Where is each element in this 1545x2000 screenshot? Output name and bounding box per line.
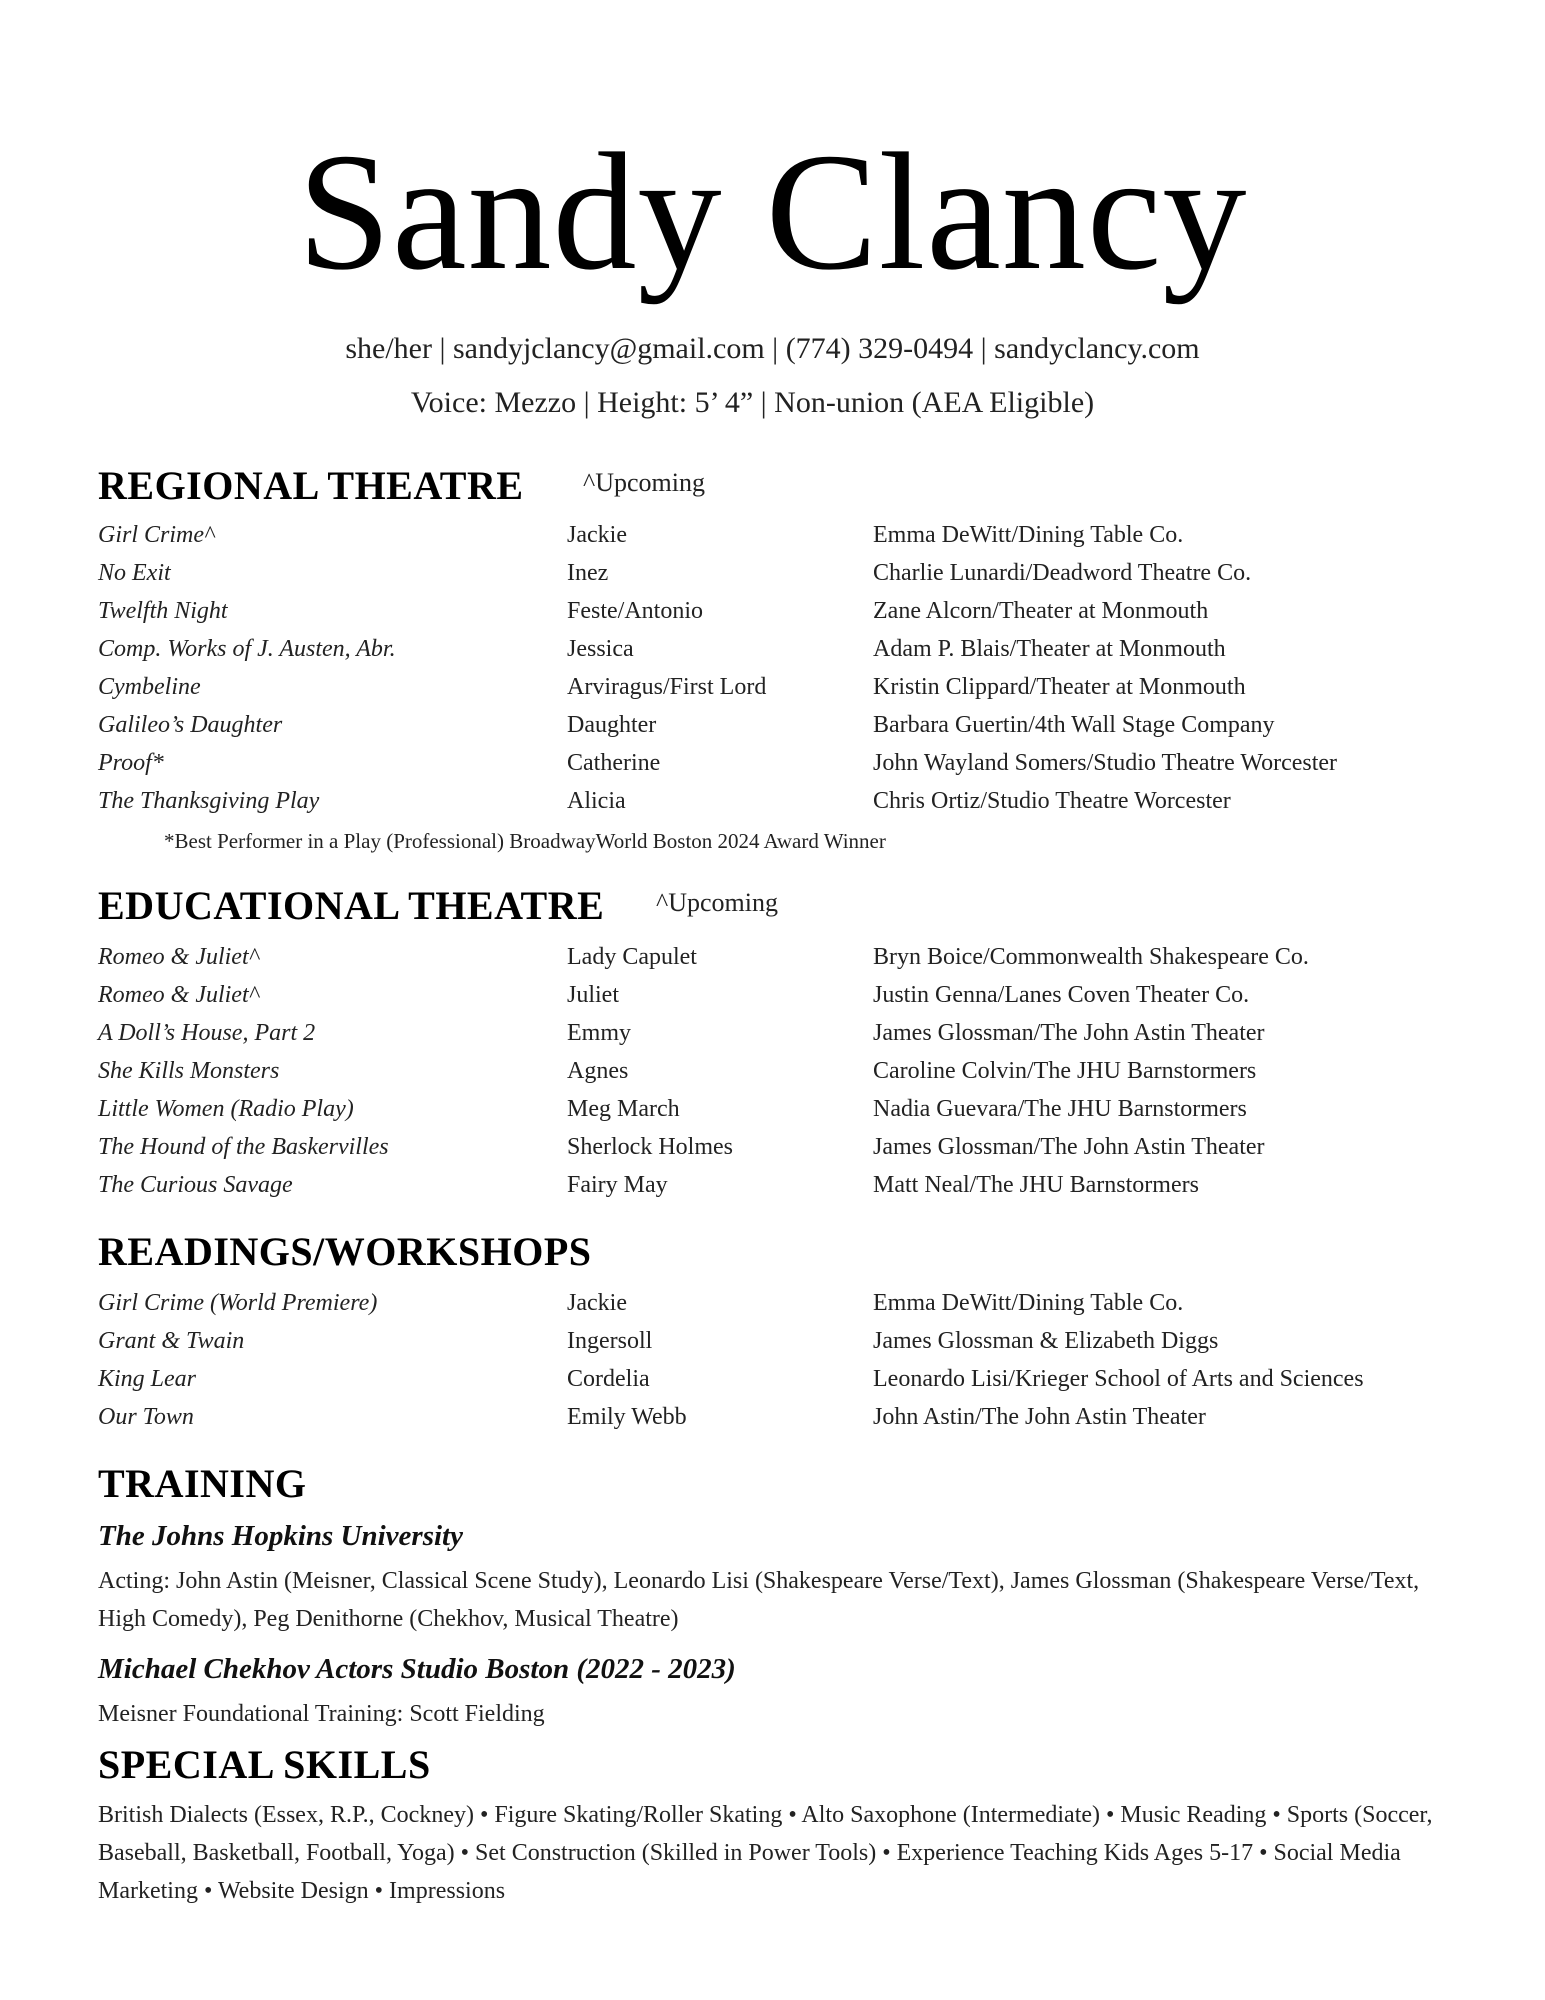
credit-title: The Thanksgiving Play	[98, 788, 320, 814]
credit-director: Caroline Colvin/The JHU Barnstormers	[873, 1058, 1257, 1084]
credit-director: Emma DeWitt/Dining Table Co.	[873, 1290, 1184, 1316]
credit-title: Romeo & Juliet^	[98, 982, 259, 1008]
credit-director: James Glossman/The John Astin Theater	[873, 1020, 1265, 1046]
educational-credit-row	[0, 1132, 1545, 1162]
educational-credit-row	[0, 980, 1545, 1010]
regional-credit-row	[0, 672, 1545, 702]
regional-credit-row	[0, 558, 1545, 588]
school-johns-hopkins: The Johns Hopkins University	[98, 1520, 463, 1552]
credit-role: Lady Capulet	[567, 944, 697, 970]
credit-title: Twelfth Night	[98, 598, 228, 624]
credit-title: King Lear	[98, 1366, 197, 1392]
credit-role: Ingersoll	[567, 1328, 653, 1354]
credit-director: Adam P. Blais/Theater at Monmouth	[873, 636, 1226, 662]
regional-credit-row	[0, 786, 1545, 816]
regional-credit-row	[0, 634, 1545, 664]
credit-role: Cordelia	[567, 1366, 650, 1392]
credit-role: Juliet	[567, 982, 619, 1008]
credit-title: Our Town	[98, 1404, 194, 1430]
johns-hopkins-training-text: Acting: John Astin (Meisner, Classical Scene Study), Leonardo Lisi (Shakespeare Verse/Text), James Glossman (Shakespeare Verse/Text, High Comedy), Peg Denithorne (Chekhov, Musical Theatre)	[98, 1568, 1420, 1632]
credit-title: The Curious Savage	[98, 1172, 293, 1198]
educational-credit-row	[0, 1170, 1545, 1200]
credit-director: John Astin/The John Astin Theater	[873, 1404, 1206, 1430]
credit-director: Chris Ortiz/Studio Theatre Worcester	[873, 788, 1231, 814]
educational-credit-row	[0, 1094, 1545, 1124]
credit-title: Grant & Twain	[98, 1328, 245, 1354]
credit-title: A Doll’s House, Part 2	[98, 1020, 316, 1046]
educational-credit-row	[0, 942, 1545, 972]
credit-director: Bryn Boice/Commonwealth Shakespeare Co.	[873, 944, 1309, 970]
readings-credit-row	[0, 1288, 1545, 1318]
credit-title: Cymbeline	[98, 674, 201, 700]
credit-title: Little Women (Radio Play)	[98, 1096, 354, 1122]
credit-director: Barbara Guertin/4th Wall Stage Company	[873, 712, 1275, 738]
credit-role: Daughter	[567, 712, 657, 738]
credit-role: Emmy	[567, 1020, 631, 1046]
credit-title: She Kills Monsters	[98, 1058, 280, 1084]
credit-director: Leonardo Lisi/Krieger School of Arts and Sciences	[873, 1366, 1364, 1392]
michael-chekhov-training-text: Meisner Foundational Training: Scott Fielding	[98, 1701, 545, 1727]
credit-director: John Wayland Somers/Studio Theatre Worcester	[873, 750, 1338, 776]
credit-title: Girl Crime^	[98, 522, 215, 548]
regional-upcoming-note: ^Upcoming	[583, 468, 705, 497]
credit-director: Justin Genna/Lanes Coven Theater Co.	[873, 982, 1250, 1008]
credit-title: Romeo & Juliet^	[98, 944, 259, 970]
regional-credit-row	[0, 748, 1545, 778]
credit-role: Feste/Antonio	[567, 598, 703, 624]
credit-director: James Glossman/The John Astin Theater	[873, 1134, 1265, 1160]
credit-role: Jessica	[567, 636, 634, 662]
credit-title: Proof*	[98, 750, 164, 776]
regional-credit-row	[0, 710, 1545, 740]
credit-role: Arviragus/First Lord	[567, 674, 767, 700]
special-skills-text: British Dialects (Essex, R.P., Cockney) • Figure Skating/Roller Skating • Alto Saxophone (Intermediate) • Music Reading • Sports (Soccer, Baseball, Basketball, Football, Yoga) • Set Construction (Skilled in Power Tools) • Experience Teaching Kids Ages 5-17 • Social Media Marketing • Website Design • Impressions	[98, 1802, 1433, 1904]
readings-credit-row	[0, 1364, 1545, 1394]
special-skills-heading: SPECIAL SKILLS	[98, 1742, 431, 1787]
credit-title: The Hound of the Baskervilles	[98, 1134, 389, 1160]
credit-director: Zane Alcorn/Theater at Monmouth	[873, 598, 1209, 624]
readings-credit-row	[0, 1326, 1545, 1356]
contact-info: she/her | sandyjclancy@gmail.com | (774) 329-0494 | sandyclancy.com	[345, 332, 1200, 365]
regional-credit-row	[0, 520, 1545, 550]
credit-title: Girl Crime (World Premiere)	[98, 1290, 378, 1316]
readings-credit-row	[0, 1402, 1545, 1432]
credit-director: James Glossman & Elizabeth Diggs	[873, 1328, 1219, 1354]
credit-title: No Exit	[98, 560, 171, 586]
credit-title: Galileo’s Daughter	[98, 712, 283, 738]
award-footnote: *Best Performer in a Play (Professional) BroadwayWorld Boston 2024 Award Winner	[164, 829, 886, 853]
regional-theatre-heading: REGIONAL THEATRE	[98, 463, 524, 508]
educational-upcoming-note: ^Upcoming	[656, 888, 778, 917]
credit-role: Emily Webb	[567, 1404, 687, 1430]
readings-workshops-heading: READINGS/WORKSHOPS	[98, 1229, 592, 1274]
credit-director: Emma DeWitt/Dining Table Co.	[873, 522, 1184, 548]
credit-director: Nadia Guevara/The JHU Barnstormers	[873, 1096, 1247, 1122]
credit-role: Meg March	[567, 1096, 680, 1122]
credit-role: Fairy May	[567, 1172, 668, 1198]
actor-stats: Voice: Mezzo | Height: 5’ 4” | Non-union (AEA Eligible)	[410, 386, 1095, 419]
credit-role: Catherine	[567, 750, 661, 776]
credit-role: Sherlock Holmes	[567, 1134, 733, 1160]
credit-director: Charlie Lunardi/Deadword Theatre Co.	[873, 560, 1252, 586]
credit-title: Comp. Works of J. Austen, Abr.	[98, 636, 396, 662]
credit-role: Inez	[567, 560, 609, 586]
educational-theatre-heading: EDUCATIONAL THEATRE	[98, 883, 605, 928]
credit-role: Jackie	[567, 1290, 627, 1316]
credit-role: Alicia	[567, 788, 626, 814]
credit-director: Matt Neal/The JHU Barnstormers	[873, 1172, 1199, 1198]
educational-credit-row	[0, 1018, 1545, 1048]
credit-director: Kristin Clippard/Theater at Monmouth	[873, 674, 1246, 700]
actor-name: Sandy Clancy	[297, 119, 1248, 305]
school-michael-chekhov: Michael Chekhov Actors Studio Boston (2022 - 2023)	[98, 1653, 736, 1685]
credit-role: Jackie	[567, 522, 627, 548]
educational-credit-row	[0, 1056, 1545, 1086]
training-heading: TRAINING	[98, 1461, 307, 1506]
credit-role: Agnes	[567, 1058, 629, 1084]
regional-credit-row	[0, 596, 1545, 626]
